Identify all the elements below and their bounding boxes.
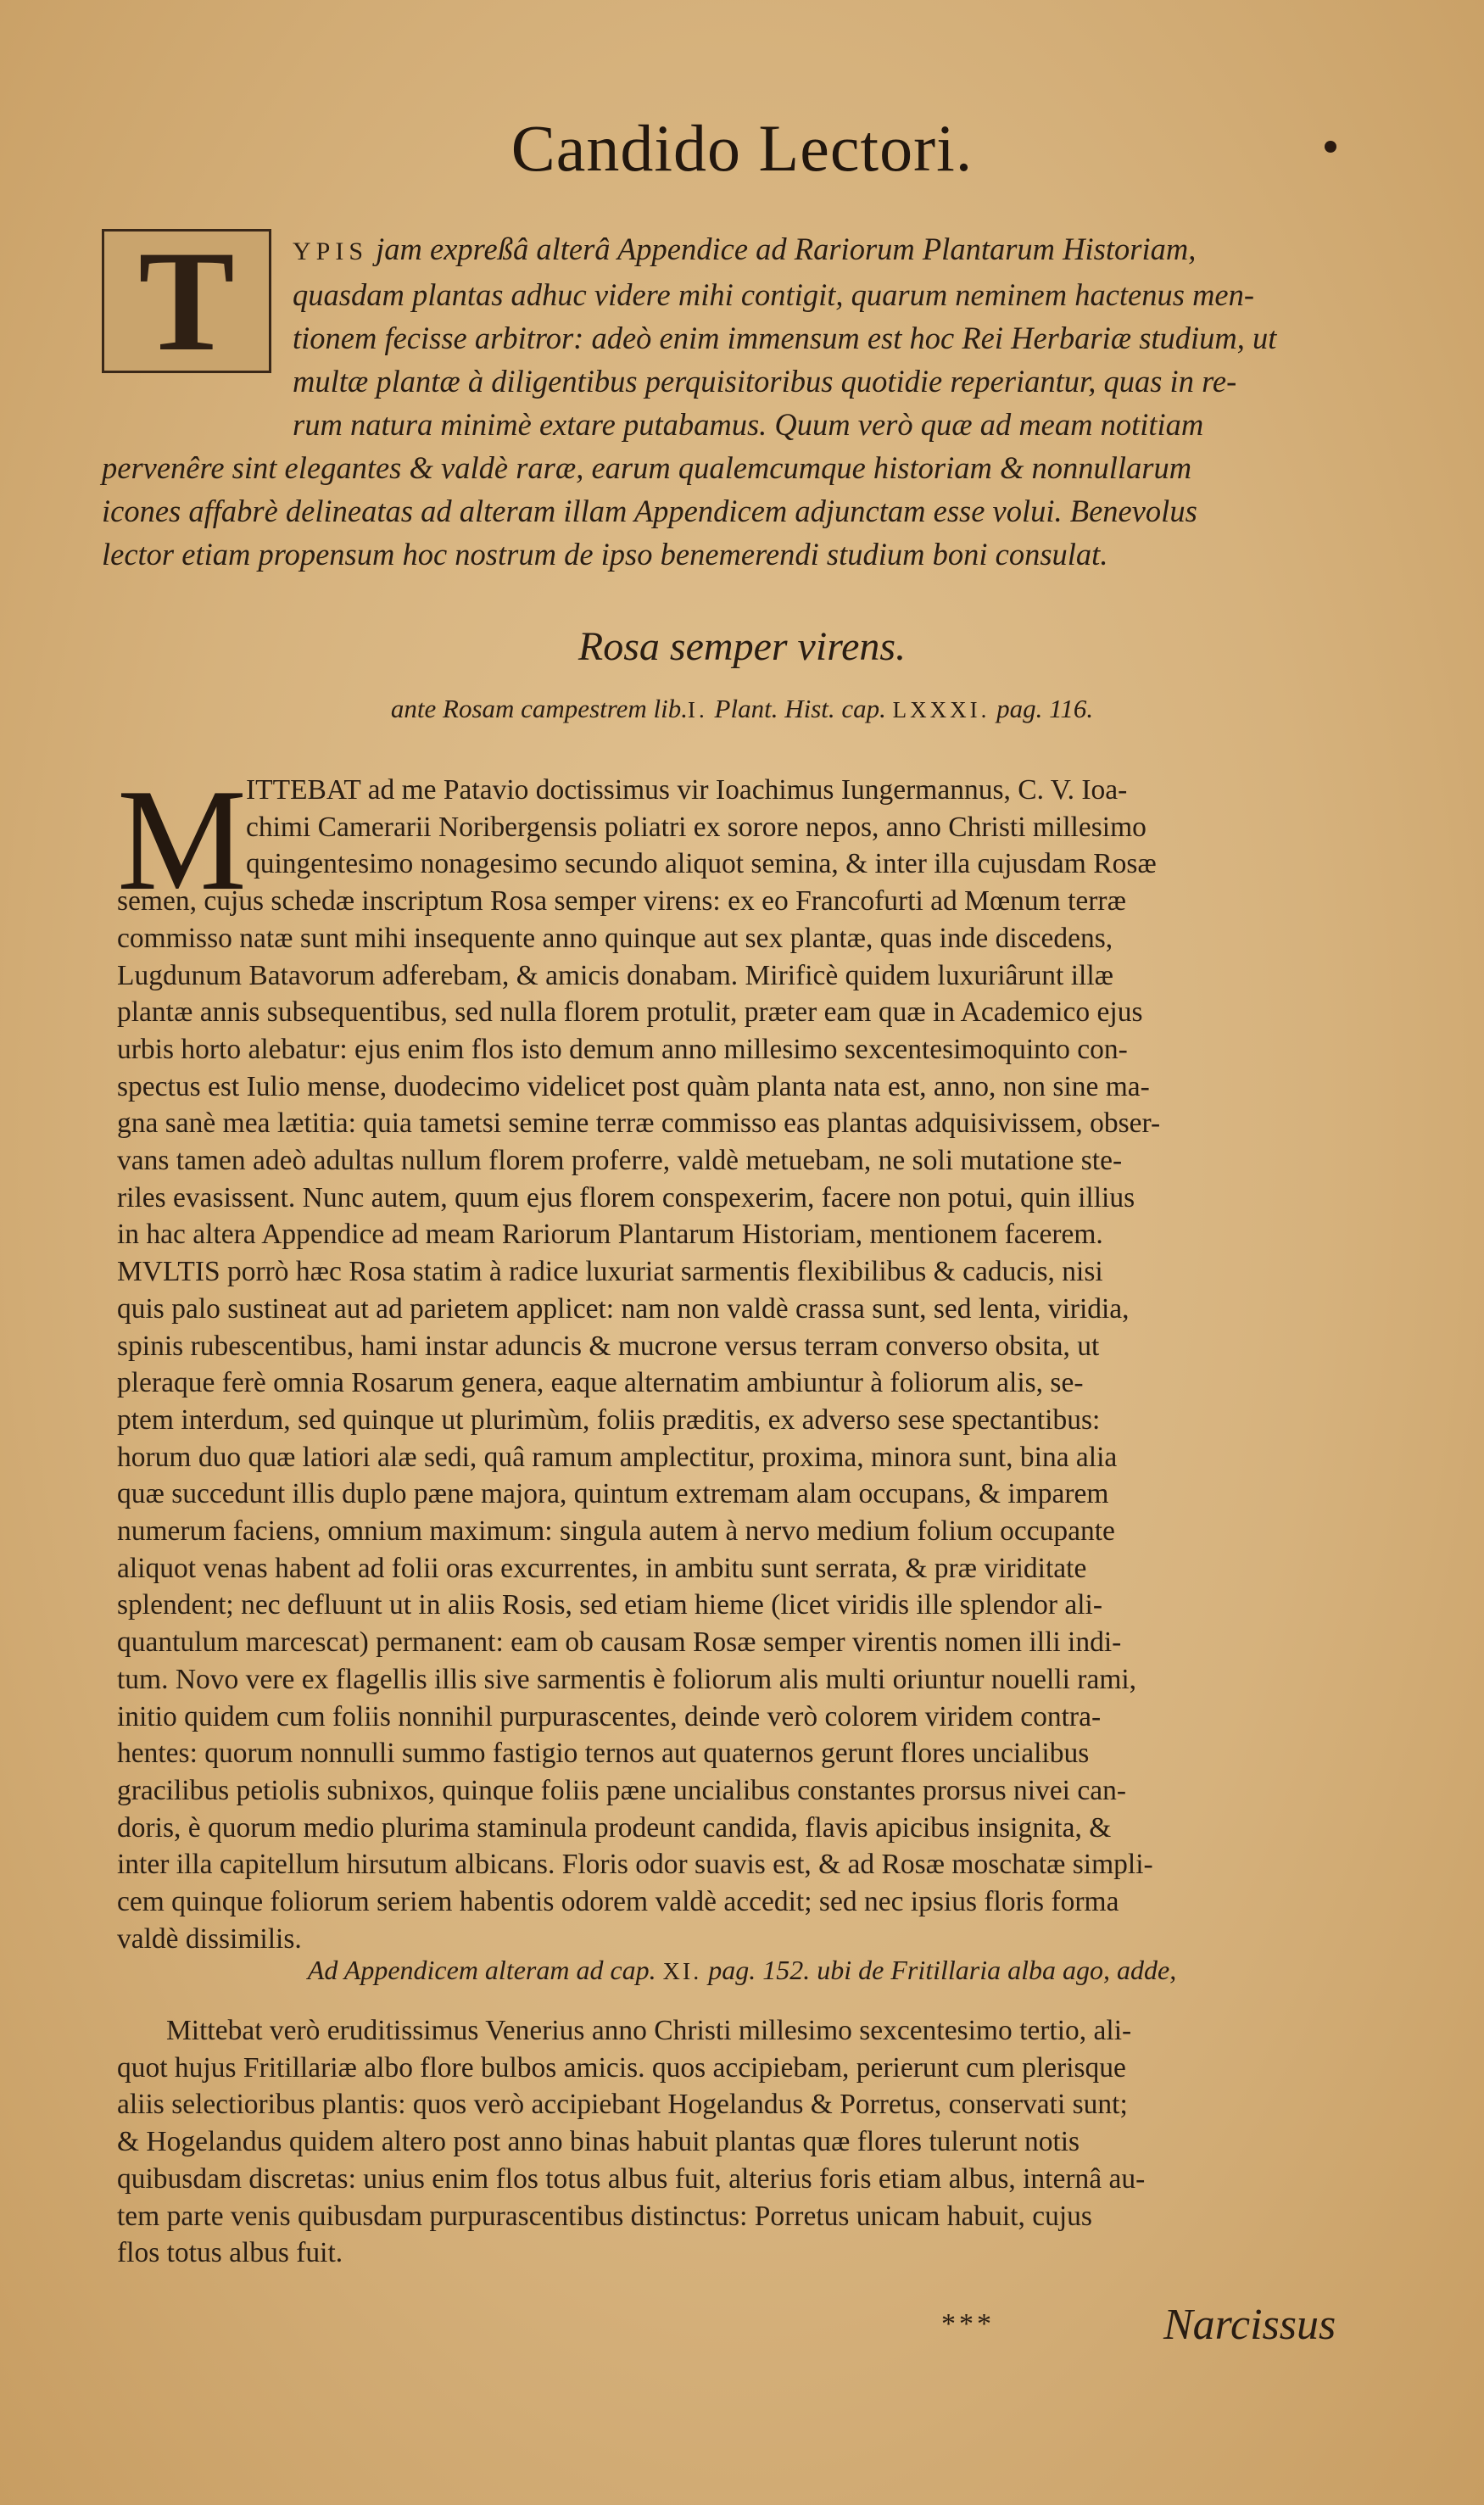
body-line: Lugdunum Batavorum adferebam, & amicis donabam. Mirificè quidem luxuriârunt illæ — [117, 959, 1114, 991]
body-line: ptem interdum, sed quinque ut plurimùm, foliis præditis, ex adverso sese spectantibus: — [117, 1403, 1101, 1436]
body-line: plantæ annis subsequentibus, sed nulla florem protulit, præter eam quæ in Academico ejus — [117, 996, 1143, 1029]
body-line: quot hujus Fritillariæ albo flore bulbos amicis. quos accipiebam, perierunt cum plerisque — [117, 2051, 1126, 2084]
body-line: cem quinque foliorum seriem habentis odorem valdè accedit; sed nec ipsius floris forma — [117, 1886, 1119, 1918]
rosa-body-text — [117, 772, 1330, 1958]
intro-paragraph — [102, 221, 1314, 576]
body-line: quæ succedunt illis duplo pæne majora, quintum extremam alam occupans, & imparem — [117, 1478, 1109, 1510]
body-line: flos totus albus fuit. — [117, 2237, 343, 2269]
intro-line: icones affabrè delineatas ad alteram illam Appendicem adjunctam esse volui. Benevolus — [102, 494, 1197, 528]
body-line: quis palo sustineat aut ad parietem applicet: nam non valdè crassa sunt, sed lenta, viridia, — [117, 1292, 1130, 1325]
body-line: doris, è quorum medio plurima staminula prodeunt candida, flavis apicibus insignita, & — [117, 1811, 1112, 1844]
intro-line: multæ plantæ à diligentibus perquisitoribus quotidie reperiantur, quas in re- — [293, 364, 1237, 399]
body-line: in hac altera Appendice ad meam Rariorum Plantarum Historiam, mentionem facerem. — [117, 1219, 1103, 1251]
body-line: horum duo quæ latiori alæ sedi, quâ ramum amplectitur, proxima, minora sunt, bina alia — [117, 1441, 1118, 1473]
body-line: initio quidem cum foliis nonnihil purpurascentes, deinde verò colorem viridem contra- — [117, 1700, 1102, 1732]
body-line: riles evasissent. Nunc autem, quum ejus florem conspexerim, facere non potui, quin illius — [117, 1181, 1135, 1213]
intro-line: tionem fecisse arbitror: adeò enim immensum est hoc Rei Herbariæ studium, ut — [293, 321, 1277, 355]
appendix-heading: Ad Appendicem alteram ad cap. XI. pag. 152. ubi de Fritillaria alba ago, adde, — [307, 1955, 1177, 1985]
body-line: hentes: quorum nonnulli summo fastigio ternos aut quaternos gerunt flores uncialibus — [117, 1738, 1090, 1770]
initial-letter: T — [138, 221, 235, 381]
body-line: pleraque ferè omnia Rosarum genera, eaque alternatim ambiuntur à foliorum alis, se- — [117, 1367, 1084, 1399]
intro-line: quasdam plantas adhuc videre mihi contigit, quarum neminem hactenus men- — [293, 277, 1255, 312]
body-line: chimi Camerarii Noribergensis poliatri ex sorore nepos, anno Christi millesimo — [246, 811, 1146, 843]
body-line: vans tamen adeò adultas nullum florem proferre, valdè metuebam, ne soli mutatione ste- — [117, 1145, 1123, 1177]
body-line: tum. Novo vere ex flagellis illis sive sarmentis è foliorum alis multi oriuntur nouelli rami, — [117, 1663, 1137, 1695]
catchword: Narcissus — [1163, 2301, 1336, 2349]
body-line: quingentesimo nonagesimo secundo aliquot semina, & inter illa cujusdam Rosæ — [246, 848, 1157, 880]
body-line: commisso natæ sunt mihi insequente anno quinque aut sex plantæ, quas inde discedens, — [117, 922, 1113, 954]
intro-line: pervenêre sint elegantes & valdè raræ, earum qualemcumque historiam & nonnullarum — [102, 450, 1192, 485]
body-line: gracilibus petiolis subnixos, quinque foliis pæne uncialibus constantes prorsus nivei can- — [117, 1774, 1127, 1806]
body-line: gna sanè mea lætitia: quia tametsi semine terræ commisso eas plantas adquisivissem, obser- — [117, 1107, 1161, 1140]
ink-speck — [1325, 141, 1336, 153]
intro-line: lector etiam propensum hoc nostrum de ipso benemerendi studium boni consulat. — [102, 537, 1108, 572]
section-heading-rosa: Rosa semper virens. — [577, 624, 907, 669]
body-line: urbis horto alebatur: ejus enim flos isto demum anno millesimo sexcentesimoquinto con- — [117, 1033, 1128, 1065]
body-line: aliquot venas habent ad folii oras excurrentes, in ambitu sunt serrata, & præ viriditate — [117, 1552, 1087, 1584]
body-line: & Hogelandus quidem altero post anno binas habuit plantas quæ flores tulerunt notis — [117, 2126, 1080, 2158]
body-line: Mittebat verò eruditissimus Venerius anno Christi millesimo sexcentesimo tertio, ali- — [166, 2015, 1132, 2046]
body-line: spinis rubescentibus, hami instar aduncis & mucrone versus terram converso obsita, ut — [117, 1330, 1100, 1362]
body-line: quibusdam discretas: unius enim flos totus albus fuit, alterius foris etiam albus, internâ au- — [117, 2162, 1146, 2195]
body-line: tem parte venis quibusdam purpurascentibus distinctus: Porretus unicam habuit, cujus — [117, 2200, 1092, 2232]
ornament-stars: *** — [941, 2308, 995, 2340]
body-line: inter illa capitellum hirsutum albicans. Floris odor suavis est, & ad Rosæ moschatæ simpli- — [117, 1849, 1153, 1881]
section-reference: ante Rosam campestrem lib.I. Plant. Hist. cap. LXXXI. pag. 116. — [390, 694, 1094, 723]
body-line: spectus est Iulio mense, duodecimo videlicet post quàm planta nata est, anno, non sine ma- — [117, 1070, 1150, 1102]
body-line: valdè dissimilis. — [117, 1922, 302, 1955]
body-line: MVLTIS porrò hæc Rosa statim à radice luxuriat sarmentis flexibilibus & caducis, nisi — [117, 1256, 1103, 1288]
fritillaria-body-text — [117, 2012, 1330, 2272]
initial-letter-m: M — [117, 760, 247, 921]
body-line: numerum faciens, omnium maximum: singula autem à nervo medium folium occupante — [117, 1515, 1115, 1548]
body-line: quantulum marcescat) permanent: eam ob causam Rosæ semper virentis nomen illi indi- — [117, 1626, 1122, 1659]
body-line: ITTEBAT ad me Patavio doctissimus vir Ioachimus Iungermannus, C. V. Ioa- — [246, 774, 1128, 806]
page-title: Candido Lectori. — [510, 111, 974, 185]
body-line: aliis selectioribus plantis: quos verò accipiebant Hogelandus & Porretus, conservati sunt; — [117, 2089, 1128, 2121]
body-line: splendent; nec defluunt ut in aliis Rosis, sed etiam hieme (licet viridis ille splendor ali- — [117, 1589, 1103, 1621]
body-line: semen, cujus schedæ inscriptum Rosa semper virens: ex eo Francofurti ad Mœnum terræ — [117, 885, 1126, 918]
intro-line: YPIS jam expreßâ alterâ Appendice ad Rariorum Plantarum Historiam, — [293, 232, 1197, 266]
intro-line: rum natura minimè extare putabamus. Quum verò quæ ad meam notitiam — [293, 407, 1204, 442]
